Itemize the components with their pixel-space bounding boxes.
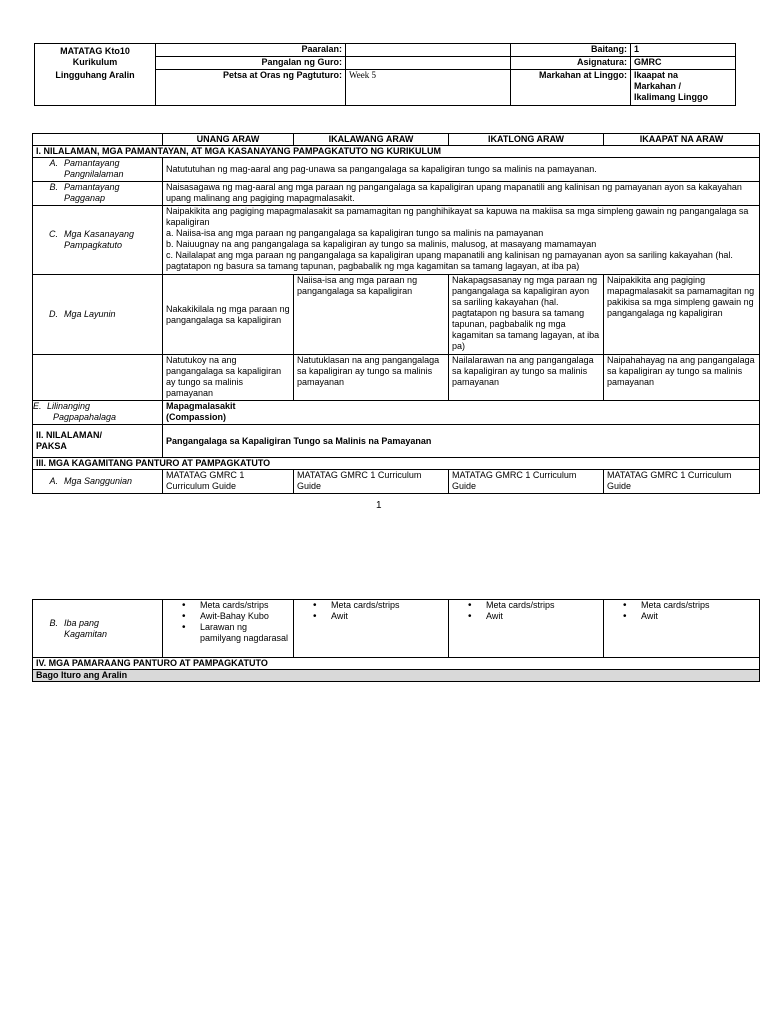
row-letter: B.	[49, 617, 58, 628]
label-line: Pagganap	[64, 193, 106, 203]
markahan-value-line2: Markahan /	[634, 81, 682, 91]
list-item: • Meta cards/strips	[452, 600, 600, 611]
petsa-label: Petsa at Oras ng Pagtuturo:	[156, 70, 346, 106]
day3-header: IKATLONG ARAW	[449, 134, 604, 146]
mga-layunin-label	[33, 275, 163, 355]
layunin-day1: Nakakikilala ng mga paraan ng pangangalaga sa kapaligiran	[163, 275, 294, 355]
value-line: (Compassion)	[166, 412, 227, 422]
row-letter: D.	[49, 309, 58, 319]
iba-day2	[294, 600, 449, 658]
label-line: Kagamitan	[64, 628, 108, 639]
label-line: Mga Kasanayang	[64, 229, 135, 239]
guro-value[interactable]	[346, 57, 511, 70]
pagpapahalaga-label	[33, 401, 163, 425]
asignatura-label: Asignatura:	[511, 57, 631, 70]
row-letter: B.	[49, 182, 58, 192]
label-line: Mga Layunin	[64, 309, 116, 319]
iba-day3-list	[452, 600, 600, 622]
curriculum-title-cell	[35, 44, 156, 106]
pagpapahalaga-value	[163, 401, 760, 425]
day1-header: UNANG ARAW	[163, 134, 294, 146]
row-letter: C.	[49, 229, 58, 239]
layunin-day4: Naipakikita ang pagiging mapagmalasakit sa pamamagitan ng pakikisa sa mga simpleng gawain ng pangangalaga ng kapaligiran	[604, 275, 760, 355]
day4-header: IKAAPAT NA ARAW	[604, 134, 760, 146]
baitang-value[interactable]: 1	[631, 44, 736, 57]
asignatura-value[interactable]: GMRC	[631, 57, 736, 70]
label-line: Pamantayang	[64, 158, 120, 168]
label-line: PAKSA	[36, 441, 67, 451]
section-3-heading: III. MGA KAGAMITANG PANTURO AT PAMPAGKATUTO	[33, 458, 760, 470]
layunin-2-day4: Naipahahayag na ang pangangalaga sa kapaligiran ay tungo sa malinis pamayanan	[604, 355, 760, 401]
iba-day3	[449, 600, 604, 658]
iba-day4-list	[607, 600, 756, 622]
pamantayang-pangnilalaman-value: Natututuhan ng mag-aaral ang pag-unawa sa pangangalaga sa kapaligiran tungo sa malinis na pamayanan.	[163, 158, 760, 182]
markahan-value-line1: Ikaapat na	[634, 70, 679, 80]
iba-day4	[604, 600, 760, 658]
sanggunian-day3: MATATAG GMRC 1 Curriculum Guide	[449, 470, 604, 494]
list-item: • Meta cards/strips	[607, 600, 756, 611]
paaralan-value[interactable]	[346, 44, 511, 57]
curriculum-title-line3: Lingguhang Aralin	[55, 70, 135, 80]
label-line: Pamantayang	[64, 182, 120, 192]
label-line: Iba pang	[64, 617, 100, 628]
iba-pang-kagamitan-label	[33, 600, 163, 658]
row-letter: E.	[33, 401, 42, 411]
list-item: • Awit	[607, 611, 756, 622]
pamantayang-pangnilalaman-label	[33, 158, 163, 182]
bago-ituro-heading: Bago Ituro ang Aralin	[33, 670, 760, 682]
lesson-plan-table-continued	[32, 599, 760, 682]
pamantayang-pagganap-label	[33, 182, 163, 206]
label-line: Mga Sanggunian	[64, 476, 133, 486]
lesson-plan-table	[32, 133, 760, 494]
sanggunian-day2: MATATAG GMRC 1 Curriculum Guide	[294, 470, 449, 494]
iba-day1	[163, 600, 294, 658]
curriculum-title-line1: MATATAG Kto10	[60, 46, 130, 56]
list-item: • Meta cards/strips	[166, 600, 290, 611]
layunin-day2: Naiisa-isa ang mga paraan ng pangangalaga sa kapaligiran	[294, 275, 449, 355]
kasanayang-line: Naipakikita ang pagiging mapagmalasakit sa pamamagitan ng panghihikayat sa kapuwa na makiisa sa mga simpleng gawain ng pangangalaga sa kapaligiran	[166, 206, 749, 227]
list-item: • Awit-Bahay Kubo	[166, 611, 290, 622]
markahan-value-line3: Ikalimang Linggo	[634, 92, 709, 102]
markahan-value[interactable]	[631, 70, 736, 106]
baitang-label: Baitang:	[511, 44, 631, 57]
list-item: • Awit	[452, 611, 600, 622]
paaralan-label: Paaralan:	[156, 44, 346, 57]
value-line: Mapagmalasakit	[166, 401, 236, 411]
layunin-2-day1: Natutukoy na ang pangangalaga sa kapaligiran ay tungo sa malinis pamayanan	[163, 355, 294, 401]
section-2-heading	[33, 425, 163, 458]
sanggunian-day1: MATATAG GMRC 1 Curriculum Guide	[163, 470, 294, 494]
layunin-2-day2: Natutuklasan na ang pangangalaga sa kapaligiran ay tungo sa malinis pamayanan	[294, 355, 449, 401]
list-item: • Awit	[297, 611, 445, 622]
pamantayang-pagganap-value: Naisasagawa ng mag-aaral ang mga paraan ng pangangalaga sa kapaligiran upang mapanatili ang kalinisan ng pamayanan ayon sa kakayahan upang malinang ang pagiging mapagmalasakit.	[163, 182, 760, 206]
section-1-heading: I. NILALAMAN, MGA PAMANTAYAN, AT MGA KASANAYANG PAMPAGKATUTO NG KURIKULUM	[33, 146, 760, 158]
iba-day1-list	[166, 600, 290, 644]
kasanayang-line: b. Naiuugnay na ang pangangalaga sa kapaligiran ay tungo sa malinis, malusog, at masayang mamamayan	[166, 239, 597, 249]
kasanayang-pampagkatuto-value	[163, 206, 760, 275]
day2-header: IKALAWANG ARAW	[294, 134, 449, 146]
header-table	[34, 43, 736, 106]
kasanayang-line: c. Nailalapat ang mga paraan ng pangangalaga sa kapaligiran upang mapanatili ang kalinisan ng pamayanan ayon sa sariling kakayahan (hal. pagtatapon ng basura sa tamang tapunan, pagbabalik ng mga kagamitan sa tamang lagayan, at iba pa)	[166, 250, 733, 271]
kasanayang-line: a. Naiisa-isa ang mga paraan ng pangangalaga sa kapaligiran tungo sa malinis na pamayanan	[166, 228, 544, 238]
label-line: Lilinanging	[47, 401, 91, 411]
layunin-2-label	[33, 355, 163, 401]
sanggunian-day4: MATATAG GMRC 1 Curriculum Guide	[604, 470, 760, 494]
markahan-label: Markahan at Linggo:	[511, 70, 631, 106]
kasanayang-pampagkatuto-label	[33, 206, 163, 275]
corner-cell	[33, 134, 163, 146]
page-number: 1	[376, 500, 382, 511]
label-line: Pagpapahalaga	[53, 412, 117, 422]
curriculum-title-line2: Kurikulum	[72, 57, 118, 67]
guro-label: Pangalan ng Guro:	[156, 57, 346, 70]
row-letter: A.	[49, 476, 58, 486]
label-line: II. NILALAMAN/	[36, 430, 102, 440]
list-item: • Larawan ng pamilyang nagdarasal	[166, 622, 290, 644]
list-item: • Meta cards/strips	[297, 600, 445, 611]
paksa-value: Pangangalaga sa Kapaligiran Tungo sa Malinis na Pamayanan	[163, 425, 760, 458]
section-4-heading: IV. MGA PAMARAANG PANTURO AT PAMPAGKATUTO	[33, 658, 760, 670]
petsa-value[interactable]: Week 5	[346, 70, 511, 106]
layunin-day3: Nakapagsasanay ng mga paraan ng pangangalaga sa kapaligiran ayon sa sariling kakayahan (hal. pagtatapon ng basura sa tamang tapunan, pagbabalik ng mga kagamitan sa tamang lagayan, at iba pa)	[449, 275, 604, 355]
label-line: Pampagkatuto	[64, 240, 123, 250]
row-letter: A.	[49, 158, 58, 168]
sanggunian-label	[33, 470, 163, 494]
iba-day2-list	[297, 600, 445, 622]
label-line: Pangnilalaman	[64, 169, 124, 179]
layunin-2-day3: Nailalarawan na ang pangangalaga sa kapaligiran ay tungo sa malinis pamayanan	[449, 355, 604, 401]
